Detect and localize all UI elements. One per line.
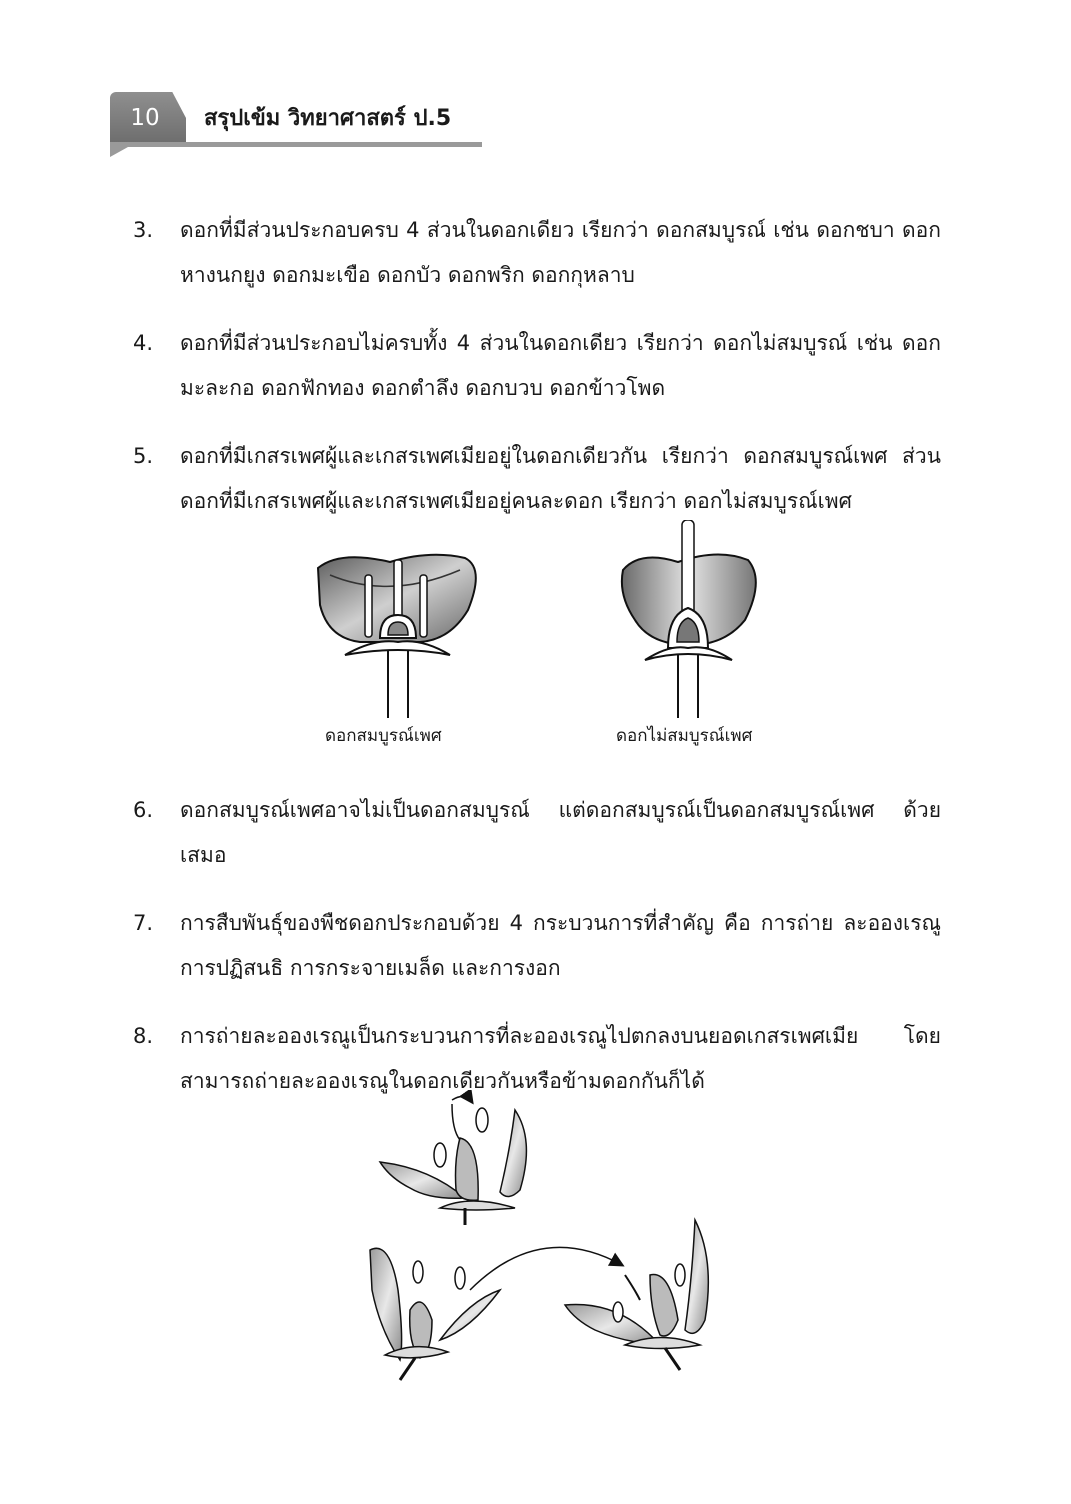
list-item [133, 901, 941, 991]
page-number: 10 [130, 105, 160, 131]
perfect-flower-drawing [318, 555, 476, 718]
list-top [133, 208, 941, 547]
item-text: ดอกที่มีส่วนประกอบไม่ครบทั้ง 4 ส่วนในดอกเดียว เรียกว่า ดอกไม่สมบูรณ์ เช่น ดอกมะละกอ ดอกฟักทอง ดอกตำลึง ดอกบวบ ดอกข้าวโพด [180, 331, 941, 400]
list-item [133, 208, 941, 298]
flower-illustrations [300, 520, 800, 720]
pollination-figure [360, 1090, 740, 1385]
item-number: 4. [133, 331, 154, 355]
imperfect-flower-drawing [622, 520, 756, 718]
header-divider [110, 142, 482, 147]
caption-perfect-flower: ดอกสมบูรณ์เพศ [325, 726, 442, 746]
item-number: 6. [133, 798, 154, 822]
pollination-illustration [360, 1090, 740, 1385]
item-text: การสืบพันธุ์ของพืชดอกประกอบด้วย 4 กระบวนการที่สำคัญ คือ การถ่าย ละอองเรณู การปฏิสนธิ การกระจายเมล็ด และการงอก [180, 911, 941, 980]
item-text: ดอกที่มีเกสรเพศผู้และเกสรเพศเมียอยู่ในดอกเดียวกัน เรียกว่า ดอกสมบูรณ์เพศ ส่วนดอกที่มีเกสรเพศผู้และเกสรเพศเมียอยู่คนละดอก เรียกว่า ดอกไม่สมบูรณ์เพศ [180, 444, 941, 513]
list-item [133, 788, 941, 878]
item-number: 3. [133, 218, 154, 242]
cross-pollination-flower-right [565, 1220, 708, 1370]
item-number: 5. [133, 444, 154, 468]
list-item [133, 434, 941, 524]
cross-pollination-flower-left [370, 1248, 500, 1380]
flower-comparison-figure [300, 520, 800, 760]
caption-imperfect-flower: ดอกไม่สมบูรณ์เพศ [616, 726, 753, 746]
cross-pollination-arrow [470, 1247, 622, 1290]
book-title: สรุปเข้ม วิทยาศาสตร์ ป.5 [204, 106, 452, 131]
self-pollination-flower [380, 1096, 526, 1225]
page-header [110, 92, 482, 152]
item-text: ดอกที่มีส่วนประกอบครบ 4 ส่วนในดอกเดียว เรียกว่า ดอกสมบูรณ์ เช่น ดอกชบา ดอกหางนกยูง ดอกมะเขือ ดอกบัว ดอกพริก ดอกกุหลาบ [180, 218, 941, 287]
item-number: 8. [133, 1024, 154, 1048]
item-text: การถ่ายละอองเรณูเป็นกระบวนการที่ละอองเรณูไปตกลงบนยอดเกสรเพศเมีย โดยสามารถถ่ายละอองเรณูในดอกเดียวกันหรือข้ามดอกกันก็ได้ [180, 1024, 941, 1093]
header-divider-tail [110, 147, 128, 157]
item-text: ดอกสมบูรณ์เพศอาจไม่เป็นดอกสมบูรณ์ แต่ดอกสมบูรณ์เป็นดอกสมบูรณ์เพศ ด้วยเสมอ [180, 798, 941, 867]
list-bottom [133, 788, 941, 1127]
item-number: 7. [133, 911, 154, 935]
list-item [133, 321, 941, 411]
